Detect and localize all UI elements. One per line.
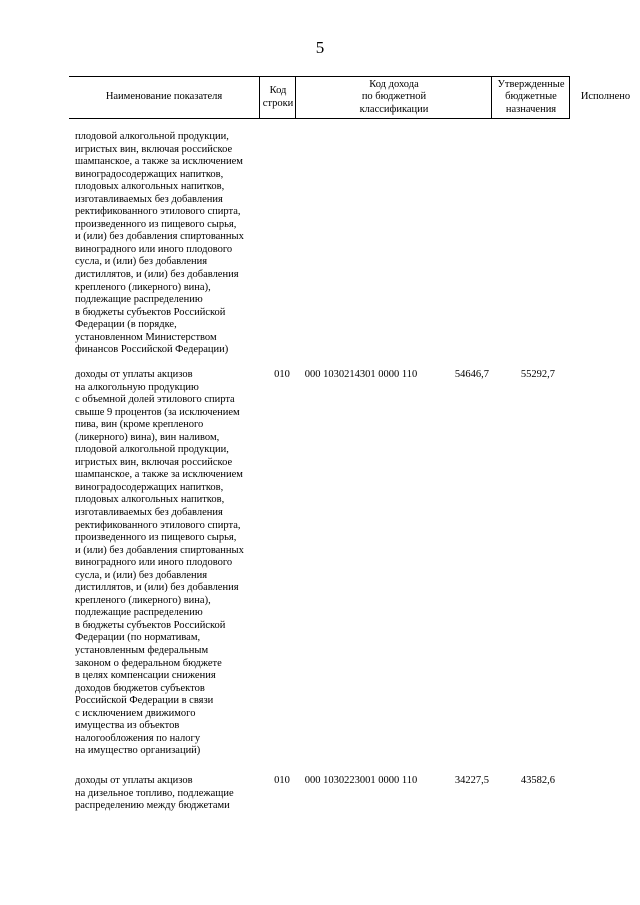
row-name: доходы от уплаты акцизов на дизельное топливо, подлежащие распределению между бюджетами [75, 775, 234, 812]
header-approved: Утвержденные бюджетные назначения [491, 77, 570, 118]
table-header [69, 76, 631, 119]
header-executed: Исполнено [569, 77, 640, 118]
header-name: Наименование показателя [105, 91, 223, 103]
row-code: 010 [274, 369, 290, 380]
row-kbk: 000 1030223001 0000 110 [304, 775, 418, 786]
row-approved: 34227,5 [454, 775, 489, 786]
header-income-code: Код дохода по бюджетной классификации [295, 77, 492, 118]
page-number: 5 [315, 38, 325, 57]
row-approved: 54646,7 [454, 369, 489, 380]
row-executed: 55292,7 [520, 369, 555, 380]
row-code: 010 [274, 775, 290, 786]
continuation-text: плодовой алкогольной продукции, игристых вин, включая российское шампанское, а также за исключением виноградосодержащих напитков, плодовых алкогольных напитков, изготавливаемых без добавления ректификованного этилового спирта, произведенного из пищевого сырья, и (или) без добавления спиртованных виноградного или иного плодового сусла, и (или) без добавления дистиллятов, и (или) без добавления крепленого (ликерного) вина), подлежащие распределению в бюджеты субъектов Российской Федерации (в порядке, установленном Министерством финансов Российской Федерации) [75, 131, 244, 356]
header-row-code: Код строки [259, 77, 296, 118]
row-name: доходы от уплаты акцизов на алкогольную продукцию с объемной долей этилового спирта свыше 9 процентов (за исключением пива, вин (кроме крепленого (ликерного) вина), вин наливом, плодовой алкогольной продукции, игристых вин, включая российское шампанское, а также за исключением виноградосодержащих напитков, плодовых алкогольных напитков, изготавливаемых без добавления ректификованного этилового спирта, произведенного из пищевого сырья, и (или) без добавления спиртованных виноградного или иного плодового сусла, и (или) без добавления дистиллятов, и (или) без добавления крепленого (ликерного) вина), подлежащие распределению в бюджеты субъектов Российской Федерации (по нормативам, установленным федеральным законом о федеральном бюджете в целях компенсации снижения доходов бюджетов субъектов Российской Федерации в связи с исключением движимого имущества из объектов налогообложения по налогу на имущество организаций) [75, 369, 244, 757]
row-executed: 43582,6 [520, 775, 555, 786]
row-kbk: 000 1030214301 0000 110 [304, 369, 418, 380]
